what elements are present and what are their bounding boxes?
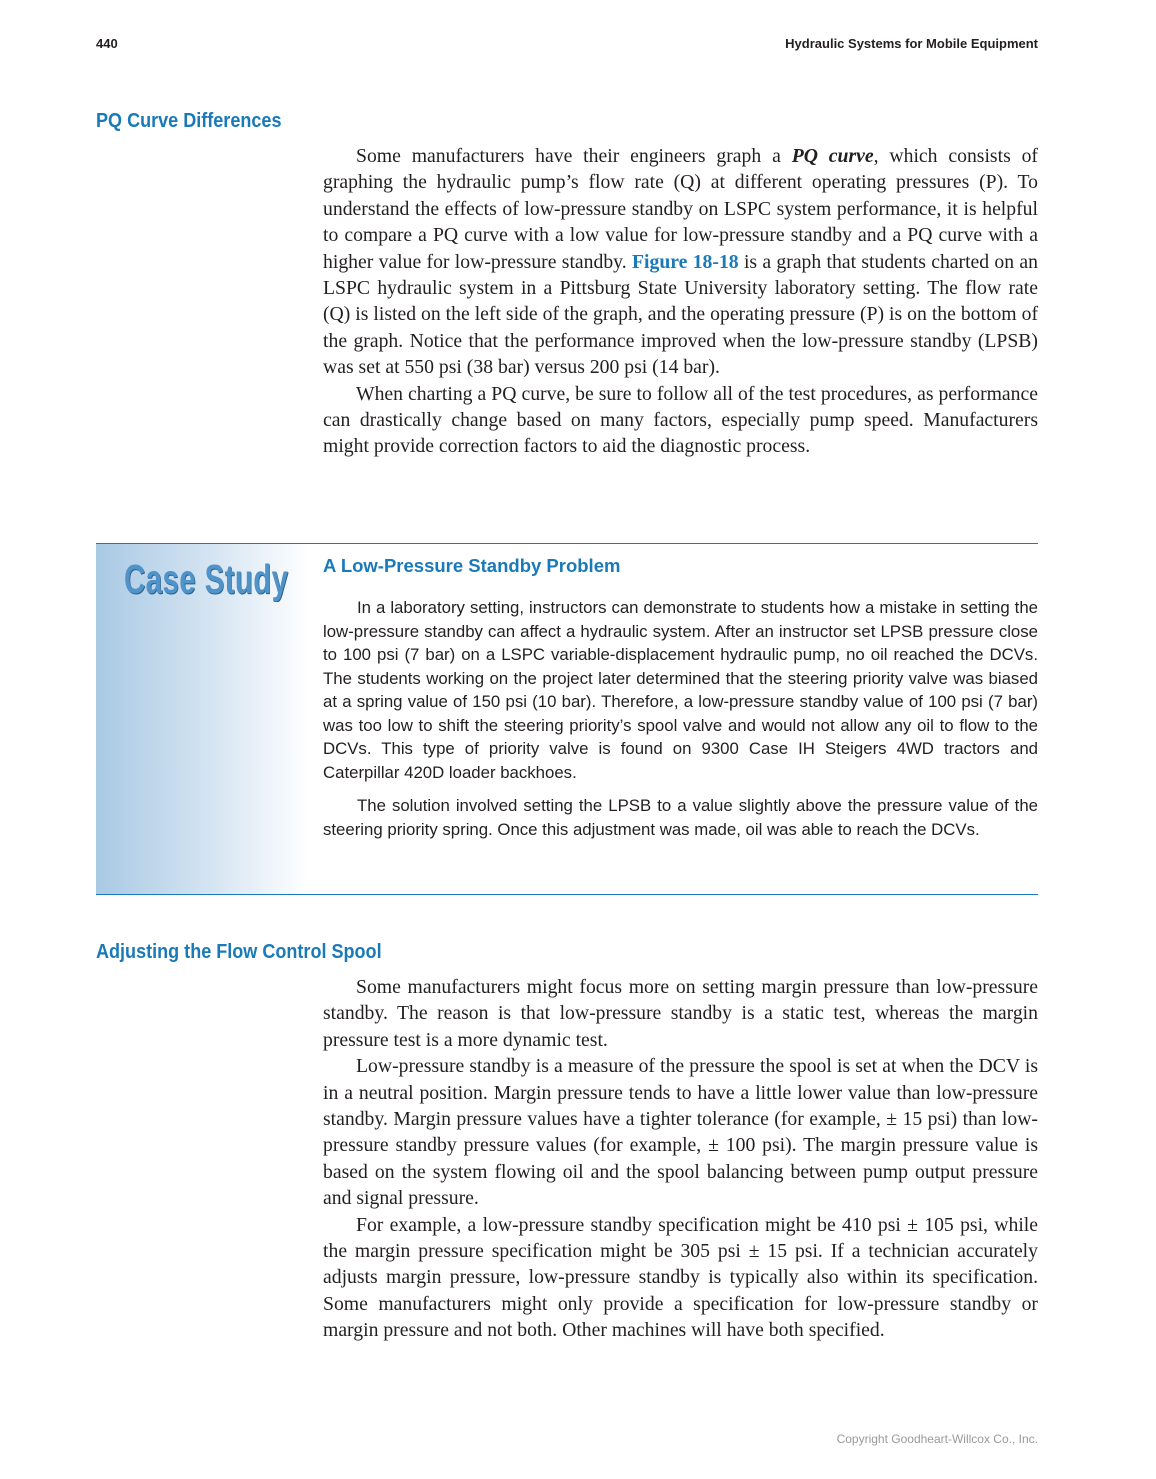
paragraph: The solution involved setting the LPSB to a value slightly above the pressure value of the steering priority spring. Once this adjustment was made, oil was able to reach the DCVs. — [323, 796, 1038, 839]
case-study-title: A Low-Pressure Standby Problem — [323, 555, 621, 576]
section-body-flow-control-spool — [323, 974, 1038, 1344]
section-heading-pq-curve: PQ Curve Differences — [96, 109, 282, 132]
paragraph — [323, 143, 1038, 381]
paragraph: When charting a PQ curve, be sure to follow all of the test procedures, as performance can drastically change based on many factors, especially pump speed. Manufacturers might provide correction factors to aid the diagnostic process. — [323, 382, 1038, 458]
paragraph: For example, a low-pressure standby specification might be 410 psi ± 105 psi, while the margin pressure specification might be 305 psi ± 15 psi. If a technician accurately adjusts margin pressure, low-pressure standby is typically also within its specification. Some manufacturers might only provide a specification for low-pressure standby or margin pressure and not both. Other machines will have both specified. — [323, 1213, 1038, 1342]
text-run: , which consists of graphing the hydraulic pump’s flow rate (Q) at different operating pressures (P). To understand the effects of low-pressure standby on LSPC system performance, it is helpful to compare a PQ curve with a low value for low-pressure standby and a PQ curve with a higher value for low-pressure standby. — [323, 145, 1038, 273]
figure-reference-link[interactable]: Figure 18-18 — [631, 250, 739, 273]
copyright-notice: Copyright Goodheart-Willcox Co., Inc. — [836, 1432, 1038, 1446]
section-body-pq-curve — [323, 143, 1038, 460]
text-run: Some manufacturers have their engineers graph a — [356, 145, 792, 167]
page-number: 440 — [96, 36, 118, 51]
paragraph: Low-pressure standby is a measure of the pressure the spool is set at when the DCV is in a neutral position. Margin pressure tends to have a little lower value than low-pressure standby. Margin pressure values have a tighter tolerance (for example, ± 15 psi) than low-pressure standby pressure values (for example, ± 100 psi). The margin pressure value is based on the system flowing oil and the spool balancing between pump output pressure and signal pressure. — [323, 1055, 1038, 1210]
section-heading-flow-control-spool: Adjusting the Flow Control Spool — [96, 940, 382, 963]
paragraph: In a laboratory setting, instructors can demonstrate to students how a mistake in setting the low-pressure standby can affect a hydraulic system. After an instructor set LPSB pressure close to 100 psi (7 bar) on a LSPC variable-displacement hydraulic pump, no oil reached the DCVs. The students working on the project later determined that the steering priority valve was biased at a spring value of 150 psi (10 bar). Therefore, a low-pressure standby value of 100 psi (7 bar) was too low to shift the steering priority’s spool valve and would not allow any oil to flow to the DCVs. This type of priority valve is found on 9300 Case IH Steigers 4WD tractors and Caterpillar 420D loader backhoes. — [323, 598, 1038, 782]
page-header — [96, 36, 1038, 58]
running-title: Hydraulic Systems for Mobile Equipment — [785, 36, 1038, 51]
text-run: is a graph that students charted on an LSPC hydraulic system in a Pittsburg State University laboratory setting. The flow rate (Q) is listed on the left side of the graph, and the operating pressure (P) is on the bottom of the graph. Notice that the performance improved when the low-pressure standby (LPSB) was set at 550 psi (38 bar) versus 200 psi (14 bar). — [323, 250, 1039, 379]
case-study-label: Case Study — [124, 556, 289, 602]
paragraph: Some manufacturers might focus more on setting margin pressure than low-pressure standby. The reason is that low-pressure standby is a static test, whereas the margin pressure test is a more dynamic test. — [323, 976, 1038, 1051]
case-study-box — [96, 543, 1038, 895]
key-term: PQ curve — [791, 145, 874, 167]
case-study-body — [323, 596, 1038, 841]
